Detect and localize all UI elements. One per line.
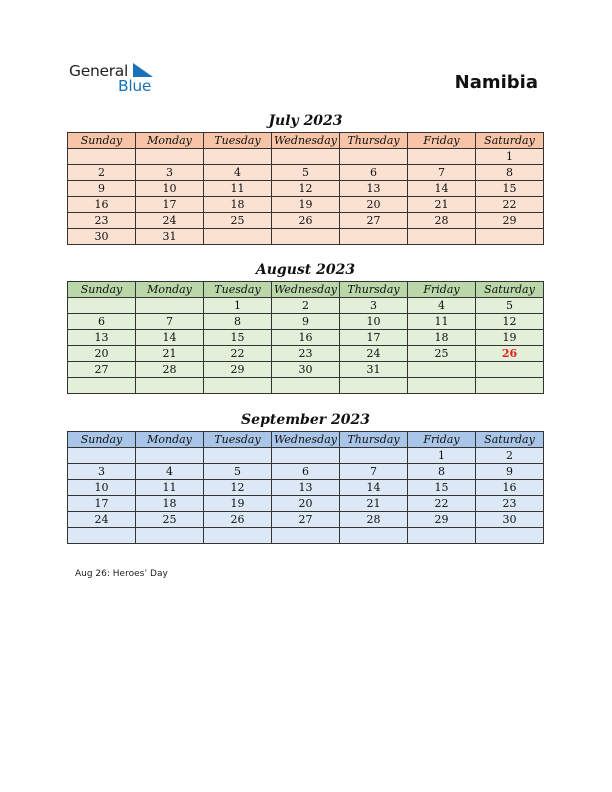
calendar-august <box>67 260 544 394</box>
day-cell: 22 <box>476 197 544 213</box>
day-cell <box>272 378 340 394</box>
day-cell: 18 <box>408 330 476 346</box>
day-cell: 30 <box>68 229 136 245</box>
day-cell <box>272 149 340 165</box>
day-cell: 10 <box>340 314 408 330</box>
day-cell <box>340 378 408 394</box>
weekday-header: Monday <box>136 432 204 448</box>
weekday-header: Wednesday <box>272 133 340 149</box>
day-cell: 10 <box>68 480 136 496</box>
day-cell: 22 <box>408 496 476 512</box>
week-row <box>68 362 544 378</box>
day-cell: 1 <box>408 448 476 464</box>
day-cell <box>204 448 272 464</box>
logo-triangle-icon <box>133 63 153 77</box>
day-cell: 25 <box>204 213 272 229</box>
day-cell: 17 <box>68 496 136 512</box>
day-cell: 27 <box>272 512 340 528</box>
day-cell: 30 <box>476 512 544 528</box>
day-cell: 28 <box>136 362 204 378</box>
day-cell: 19 <box>476 330 544 346</box>
day-cell: 11 <box>204 181 272 197</box>
day-cell: 13 <box>340 181 408 197</box>
day-cell: 11 <box>136 480 204 496</box>
day-cell <box>408 362 476 378</box>
month-grid <box>67 132 544 245</box>
week-row <box>68 464 544 480</box>
day-cell: 4 <box>136 464 204 480</box>
day-cell <box>68 528 136 544</box>
day-cell: 23 <box>272 346 340 362</box>
day-cell <box>340 229 408 245</box>
day-cell: 7 <box>408 165 476 181</box>
day-cell: 29 <box>408 512 476 528</box>
day-cell: 5 <box>476 298 544 314</box>
day-cell: 26 <box>204 512 272 528</box>
day-cell <box>204 149 272 165</box>
day-cell <box>136 298 204 314</box>
day-cell: 22 <box>204 346 272 362</box>
day-cell: 3 <box>136 165 204 181</box>
day-cell <box>340 149 408 165</box>
week-row <box>68 330 544 346</box>
brand-logo <box>69 60 169 96</box>
day-cell: 6 <box>272 464 340 480</box>
weekday-header: Friday <box>408 133 476 149</box>
week-row <box>68 229 544 245</box>
day-cell: 26 <box>272 213 340 229</box>
day-cell: 20 <box>340 197 408 213</box>
day-cell: 14 <box>136 330 204 346</box>
day-cell: 8 <box>476 165 544 181</box>
day-cell: 27 <box>68 362 136 378</box>
week-row <box>68 298 544 314</box>
day-cell: 24 <box>136 213 204 229</box>
day-cell: 10 <box>136 181 204 197</box>
weekday-header: Thursday <box>340 133 408 149</box>
day-cell <box>204 378 272 394</box>
weekday-header: Tuesday <box>204 432 272 448</box>
day-cell: 3 <box>340 298 408 314</box>
day-cell: 17 <box>340 330 408 346</box>
calendar-july <box>67 111 544 245</box>
logo-text-blue: Blue <box>118 77 152 95</box>
day-cell <box>68 378 136 394</box>
week-row <box>68 165 544 181</box>
weekday-header: Friday <box>408 432 476 448</box>
month-title: July 2023 <box>268 113 343 129</box>
day-cell: 26 <box>476 346 544 362</box>
day-cell: 18 <box>204 197 272 213</box>
day-cell: 24 <box>68 512 136 528</box>
day-cell: 13 <box>272 480 340 496</box>
day-cell <box>68 298 136 314</box>
day-cell: 23 <box>68 213 136 229</box>
month-grid <box>67 431 544 544</box>
day-cell: 24 <box>340 346 408 362</box>
weekday-header: Wednesday <box>272 432 340 448</box>
day-cell: 17 <box>136 197 204 213</box>
week-row <box>68 346 544 362</box>
day-cell: 6 <box>68 314 136 330</box>
day-cell: 2 <box>476 448 544 464</box>
day-cell: 25 <box>408 346 476 362</box>
day-cell: 13 <box>68 330 136 346</box>
weekday-header: Thursday <box>340 282 408 298</box>
day-cell: 19 <box>204 496 272 512</box>
week-row <box>68 378 544 394</box>
month-grid <box>67 281 544 394</box>
day-cell: 25 <box>136 512 204 528</box>
day-cell: 20 <box>272 496 340 512</box>
calendar-september <box>67 410 544 544</box>
day-cell <box>204 229 272 245</box>
day-cell: 8 <box>408 464 476 480</box>
day-cell <box>136 448 204 464</box>
day-cell: 27 <box>340 213 408 229</box>
day-cell: 12 <box>476 314 544 330</box>
day-cell <box>68 149 136 165</box>
week-row <box>68 181 544 197</box>
day-cell: 2 <box>68 165 136 181</box>
holiday-note: Aug 26: Heroes’ Day <box>75 569 168 579</box>
day-cell: 28 <box>340 512 408 528</box>
month-title: August 2023 <box>255 262 356 278</box>
day-cell: 29 <box>204 362 272 378</box>
day-cell <box>340 528 408 544</box>
day-cell <box>476 528 544 544</box>
week-row <box>68 496 544 512</box>
day-cell: 15 <box>476 181 544 197</box>
weekday-header: Saturday <box>476 133 544 149</box>
day-cell: 29 <box>476 213 544 229</box>
week-row <box>68 512 544 528</box>
day-cell <box>272 229 340 245</box>
day-cell: 14 <box>408 181 476 197</box>
day-cell <box>204 528 272 544</box>
weekday-header: Monday <box>136 133 204 149</box>
day-cell: 31 <box>136 229 204 245</box>
week-row <box>68 448 544 464</box>
day-cell <box>272 448 340 464</box>
day-cell: 1 <box>204 298 272 314</box>
weekday-header: Saturday <box>476 282 544 298</box>
day-cell <box>136 378 204 394</box>
day-cell: 11 <box>408 314 476 330</box>
day-cell: 12 <box>204 480 272 496</box>
day-cell: 9 <box>476 464 544 480</box>
weekday-header: Thursday <box>340 432 408 448</box>
day-cell <box>476 229 544 245</box>
day-cell: 16 <box>272 330 340 346</box>
day-cell: 6 <box>340 165 408 181</box>
day-cell: 21 <box>340 496 408 512</box>
day-cell: 14 <box>340 480 408 496</box>
day-cell: 18 <box>136 496 204 512</box>
weekday-header: Tuesday <box>204 282 272 298</box>
day-cell <box>408 528 476 544</box>
weekday-header: Monday <box>136 282 204 298</box>
day-cell: 4 <box>204 165 272 181</box>
day-cell <box>136 528 204 544</box>
day-cell: 15 <box>408 480 476 496</box>
day-cell: 15 <box>204 330 272 346</box>
day-cell: 21 <box>136 346 204 362</box>
day-cell: 1 <box>476 149 544 165</box>
day-cell: 2 <box>272 298 340 314</box>
day-cell <box>408 149 476 165</box>
week-row <box>68 528 544 544</box>
weekday-header: Sunday <box>68 432 136 448</box>
day-cell <box>476 378 544 394</box>
day-cell <box>340 448 408 464</box>
day-cell: 5 <box>272 165 340 181</box>
weekday-header: Saturday <box>476 432 544 448</box>
day-cell: 16 <box>476 480 544 496</box>
day-cell: 9 <box>68 181 136 197</box>
day-cell <box>476 362 544 378</box>
weekday-header: Sunday <box>68 133 136 149</box>
day-cell: 8 <box>204 314 272 330</box>
weekday-header: Sunday <box>68 282 136 298</box>
day-cell: 28 <box>408 213 476 229</box>
day-cell: 7 <box>136 314 204 330</box>
day-cell: 7 <box>340 464 408 480</box>
day-cell: 30 <box>272 362 340 378</box>
weekday-header: Friday <box>408 282 476 298</box>
day-cell <box>136 149 204 165</box>
week-row <box>68 213 544 229</box>
day-cell <box>68 448 136 464</box>
logo-text-general: General <box>69 62 128 80</box>
country-title: Namibia <box>454 72 538 93</box>
week-row <box>68 197 544 213</box>
month-title: September 2023 <box>241 412 370 428</box>
day-cell: 12 <box>272 181 340 197</box>
day-cell: 20 <box>68 346 136 362</box>
day-cell: 9 <box>272 314 340 330</box>
day-cell: 23 <box>476 496 544 512</box>
weekday-header: Tuesday <box>204 133 272 149</box>
day-cell: 5 <box>204 464 272 480</box>
week-row <box>68 314 544 330</box>
day-cell <box>408 229 476 245</box>
week-row <box>68 149 544 165</box>
day-cell: 3 <box>68 464 136 480</box>
day-cell <box>408 378 476 394</box>
day-cell: 19 <box>272 197 340 213</box>
day-cell: 16 <box>68 197 136 213</box>
day-cell <box>272 528 340 544</box>
day-cell: 4 <box>408 298 476 314</box>
day-cell: 21 <box>408 197 476 213</box>
day-cell: 31 <box>340 362 408 378</box>
week-row <box>68 480 544 496</box>
weekday-header: Wednesday <box>272 282 340 298</box>
